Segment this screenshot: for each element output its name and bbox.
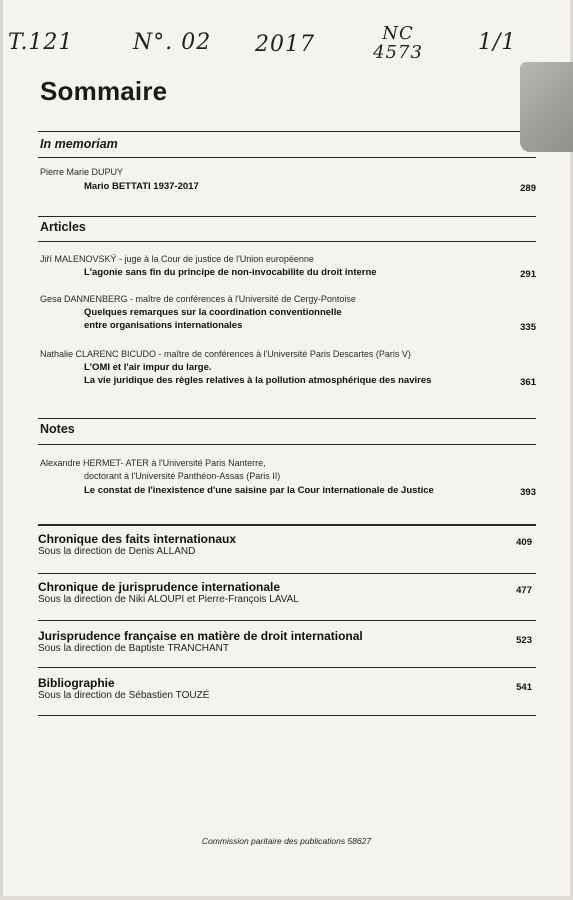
entry-title: Mario BETTATI 1937-2017: [84, 181, 199, 192]
section-heading-articles: Articles: [40, 220, 86, 234]
entry-title: L'agonie sans fin du principe de non-invocabilite du droit interne: [84, 267, 377, 278]
page-edge-left: [0, 0, 3, 900]
handwritten-ref-code: [368, 24, 428, 62]
divider: [38, 216, 536, 217]
divider: [38, 157, 536, 158]
footer-commission: Commission paritaire des publications 58627: [201, 836, 372, 846]
divider: [38, 620, 536, 621]
section-heading-memoriam: In memoriam: [40, 137, 118, 151]
handwritten-ref-code-bottom: 4573: [373, 42, 423, 63]
entry-title-line: entre organisations internationales: [84, 320, 243, 331]
entry-author: Jiří MALENOVSKÝ - juge à la Cour de justice de l'Union européenne: [40, 254, 314, 264]
chronique-page: 541: [516, 682, 532, 693]
chronique-subtitle: Sous la direction de Baptiste TRANCHANT: [38, 643, 230, 654]
entry-title-line: Quelques remarques sur la coordination conventionnelle: [84, 307, 342, 318]
entry-page: 291: [520, 269, 536, 280]
entry-title: Le constat de l'inexistence d'une saisine par la Cour internationale de Justice: [84, 485, 434, 496]
chronique-title: Chronique de jurisprudence internationale: [38, 580, 281, 594]
divider: [38, 241, 536, 242]
library-sticker: [520, 62, 573, 152]
entry-page: 335: [520, 322, 536, 333]
chronique-subtitle: Sous la direction de Denis ALLAND: [38, 546, 196, 557]
entry-title-line: La vie juridique des règles relatives à la pollution atmosphérique des navires: [84, 375, 432, 386]
entry-page: 289: [520, 183, 536, 194]
entry-author: Gesa DANNENBERG - maître de conférences à l'Université de Cergy-Pontoise: [40, 294, 356, 304]
page-title: Sommaire: [40, 76, 168, 106]
entry-author: Pierre Marie DUPUY: [40, 167, 124, 177]
divider: [38, 418, 536, 419]
entry-page: 393: [520, 487, 536, 498]
entry-author: Nathalie CLARENC BICUDO - maître de conférences à l'Université Paris Descartes (Paris V): [40, 349, 411, 359]
divider: [38, 524, 536, 526]
entry-author: Alexandre HERMET- ATER à l'Université Paris Nanterre,: [40, 458, 266, 468]
handwritten-ref-number: N°. 02: [133, 30, 212, 55]
divider: [38, 715, 536, 716]
chronique-subtitle: Sous la direction de Sébastien TOUZÉ: [38, 690, 210, 701]
chronique-page: 409: [516, 537, 532, 548]
divider: [38, 573, 536, 574]
chronique-title: Jurisprudence française en matière de droit international: [38, 629, 363, 643]
entry-author: doctorant à l'Université Panthéon-Assas (Paris II): [84, 471, 281, 481]
section-heading-notes: Notes: [40, 422, 75, 436]
chronique-page: 523: [516, 635, 532, 646]
handwritten-ref-year: 2017: [255, 32, 315, 57]
divider: [38, 667, 536, 668]
chronique-page: 477: [516, 585, 532, 596]
handwritten-ref-code-top: NC: [382, 23, 414, 44]
entry-title-line: L'OMI et l'air impur du large.: [84, 362, 212, 373]
chronique-title: Chronique des faits internationaux: [38, 532, 237, 546]
chronique-title: Bibliographie: [38, 676, 115, 690]
entry-page: 361: [520, 377, 536, 388]
handwritten-ref-copy: 1/1: [478, 30, 517, 55]
divider: [38, 444, 536, 445]
divider: [38, 131, 520, 132]
handwritten-ref-volume: T.121: [8, 30, 74, 55]
chronique-subtitle: Sous la direction de Niki ALOUPI et Pierre-François LAVAL: [38, 594, 299, 605]
page-edge-bottom: [0, 896, 573, 900]
